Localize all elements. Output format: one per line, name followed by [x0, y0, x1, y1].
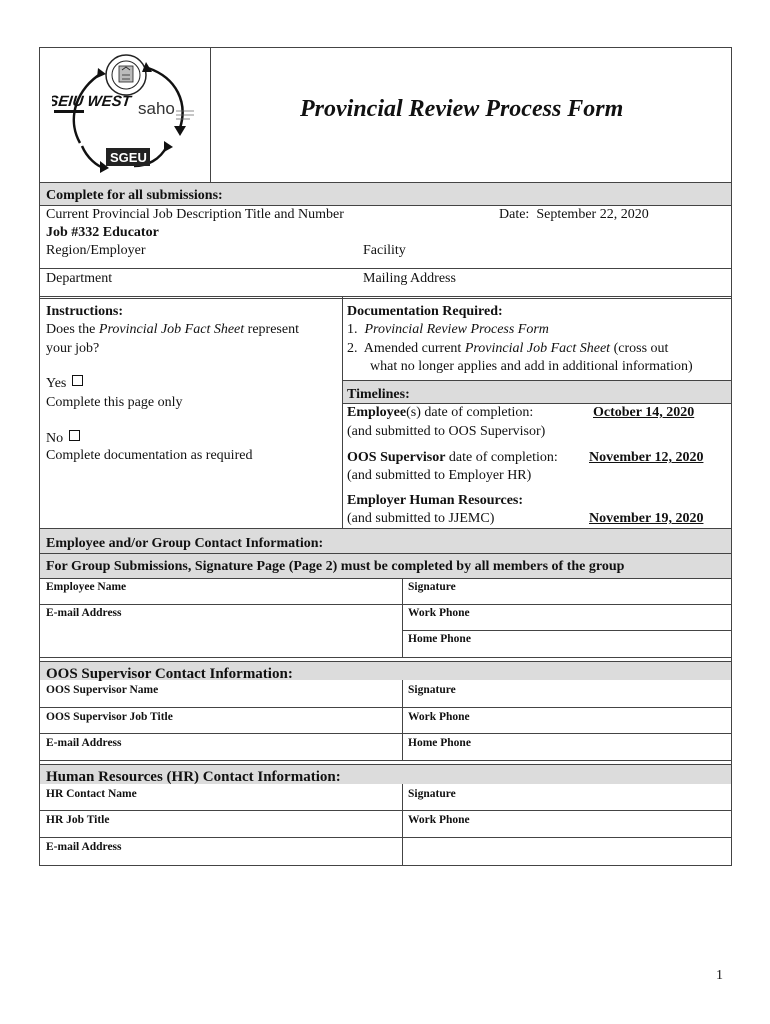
page-number: 1	[716, 968, 723, 983]
job-value[interactable]: Job #332 Educator	[46, 225, 159, 240]
oos-submitted-note: (and submitted to Employer HR)	[347, 468, 532, 483]
oos-email-label[interactable]: E-mail Address	[46, 737, 122, 749]
oos-completion-label: OOS Supervisor date of completion:	[347, 450, 558, 465]
instructions-question-line2: your job?	[46, 341, 100, 356]
yes-note: Complete this page only	[46, 395, 183, 410]
employee-home-phone-label[interactable]: Home Phone	[408, 633, 471, 645]
employee-work-phone-label[interactable]: Work Phone	[408, 607, 470, 619]
svg-text:SGEU: SGEU	[110, 150, 147, 165]
svg-text:saho: saho	[138, 99, 175, 118]
employee-email-label[interactable]: E-mail Address	[46, 607, 122, 619]
department-label: Department	[46, 271, 113, 286]
hr-job-title-label[interactable]: HR Job Title	[46, 814, 110, 826]
no-checkbox[interactable]	[69, 430, 80, 441]
oos-completion-date: November 12, 2020	[589, 450, 704, 465]
timelines-heading: Timelines:	[347, 387, 410, 402]
no-note: Complete documentation as required	[46, 448, 253, 463]
hr-email-label[interactable]: E-mail Address	[46, 841, 122, 853]
instructions-question: Does the Provincial Job Fact Sheet represent	[46, 322, 299, 337]
hr-work-phone-label[interactable]: Work Phone	[408, 814, 470, 826]
employee-signature-label[interactable]: Signature	[408, 581, 456, 593]
oos-contact-heading: OOS Supervisor Contact Information:	[46, 666, 293, 682]
employee-completion-label: Employee(s) date of completion:	[347, 405, 534, 420]
section1-heading: Complete for all submissions:	[46, 188, 223, 203]
documentation-heading: Documentation Required:	[347, 304, 503, 319]
hr-name-label[interactable]: HR Contact Name	[46, 788, 137, 800]
doc-item-1: 1. Provincial Review Process Form	[347, 322, 549, 337]
job-description-label: Current Provincial Job Description Title and Number	[46, 207, 344, 222]
partner-logos-icon	[52, 48, 204, 178]
hr-contact-heading: Human Resources (HR) Contact Information:	[46, 769, 341, 785]
yes-checkbox[interactable]	[72, 375, 83, 386]
date-value[interactable]: September 22, 2020	[536, 207, 649, 222]
facility-label: Facility	[363, 243, 406, 258]
logo-cell-divider	[210, 47, 211, 182]
oos-signature-label[interactable]: Signature	[408, 684, 456, 696]
group-submission-note: For Group Submissions, Signature Page (Page 2) must be completed by all members of the group	[46, 559, 625, 574]
employee-completion-date: October 14, 2020	[593, 405, 695, 420]
instructions-heading: Instructions:	[46, 304, 124, 319]
svg-text:SEIU WEST: SEIU WEST	[52, 93, 132, 110]
oos-work-phone-label[interactable]: Work Phone	[408, 711, 470, 723]
oos-job-title-label[interactable]: OOS Supervisor Job Title	[46, 711, 173, 723]
mailing-address-label: Mailing Address	[363, 271, 456, 286]
region-employer-label: Region/Employer	[46, 243, 146, 258]
employee-contact-heading: Employee and/or Group Contact Information:	[46, 536, 324, 551]
employee-name-label[interactable]: Employee Name	[46, 581, 127, 593]
hr-submitted-note: (and submitted to JJEMC)	[347, 511, 495, 526]
no-option[interactable]: No	[46, 430, 80, 447]
hr-signature-label[interactable]: Signature	[408, 788, 456, 800]
page-title: Provincial Review Process Form	[300, 96, 624, 122]
doc-item-2: 2. Amended current Provincial Job Fact Sheet (cross out	[347, 341, 669, 356]
logo-cluster	[52, 48, 204, 178]
date-label: Date: September 22, 2020	[499, 207, 649, 222]
oos-home-phone-label[interactable]: Home Phone	[408, 737, 471, 749]
hr-completion-label: Employer Human Resources:	[347, 493, 524, 508]
yes-option[interactable]: Yes	[46, 375, 83, 392]
oos-name-label[interactable]: OOS Supervisor Name	[46, 684, 159, 696]
doc-item-2-line2: what no longer applies and add in additional information)	[370, 359, 693, 374]
hr-completion-date: November 19, 2020	[589, 511, 704, 526]
employee-submitted-note: (and submitted to OOS Supervisor)	[347, 424, 546, 439]
